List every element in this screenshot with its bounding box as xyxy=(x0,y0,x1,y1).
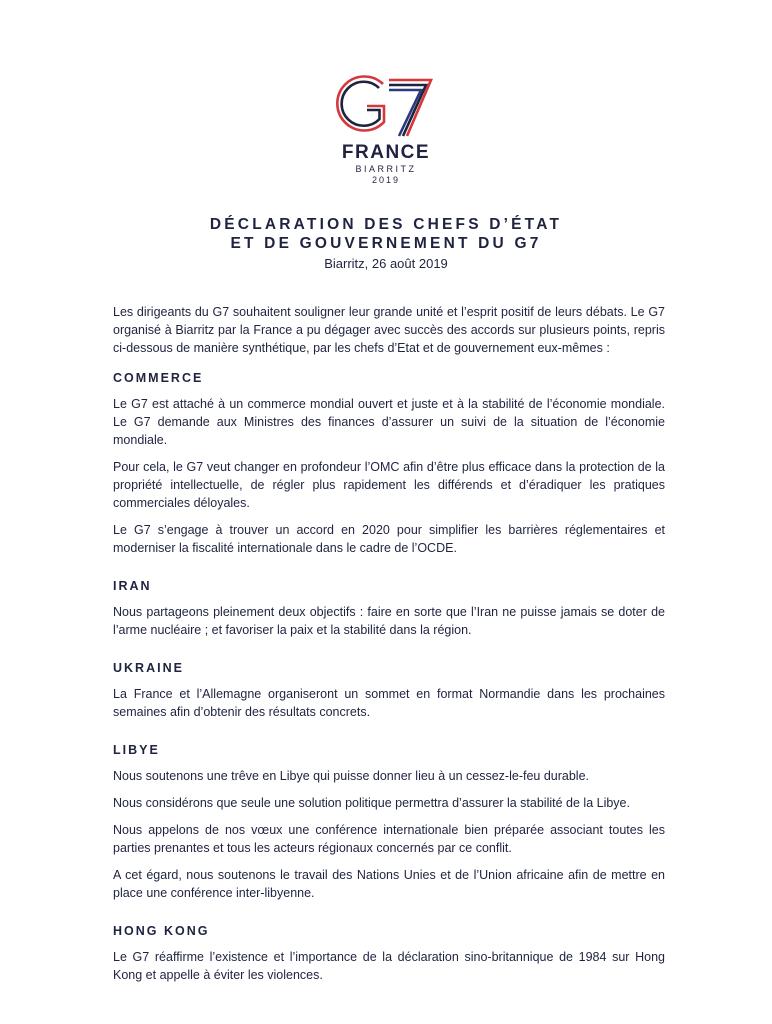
document-title-line1: DÉCLARATION DES CHEFS D’ÉTAT xyxy=(209,216,563,233)
section-heading-libye: LIBYE xyxy=(113,743,160,757)
section-paragraph: Pour cela, le G7 veut changer en profondeur l’OMC afin d’être plus efficace dans la protection de la propriété intellectuelle, de régler plus rapidement les différends et d’éradiquer les pratiques commerciales déloyales. xyxy=(113,460,665,510)
section-paragraph: A cet égard, nous soutenons le travail des Nations Unies et de l’Union africaine afin de mettre en place une conférence inter-libyenne. xyxy=(113,868,665,900)
section-heading-hong-kong: HONG KONG xyxy=(113,924,210,938)
section-paragraph: Nous appelons de nos vœux une conférence internationale bien préparée associant toutes les parties prenantes et tous les acteurs régionaux concernés par ce conflit. xyxy=(113,823,665,855)
logo-year: 2019 xyxy=(371,175,401,185)
section-heading-ukraine: UKRAINE xyxy=(113,661,184,675)
section-paragraph: Nous considérons que seule une solution politique permettra d’assurer la stabilité de la Libye. xyxy=(113,796,630,810)
section-paragraph: Le G7 s’engage à trouver un accord en 2020 pour simplifier les barrières réglementaires et moderniser la fiscalité internationale dans le cadre de l’OCDE. xyxy=(113,523,665,555)
section-heading-commerce: COMMERCE xyxy=(113,371,204,385)
section-heading-iran: IRAN xyxy=(113,579,152,593)
document-title-line2: ET DE GOUVERNEMENT DU G7 xyxy=(230,235,542,252)
section-paragraph: Le G7 est attaché à un commerce mondial ouvert et juste et à la stabilité de l’économie mondiale. Le G7 demande aux Ministres des finances d’assurer un suivi de la situation de l’économie mondiale. xyxy=(113,397,665,447)
g7-france-logo xyxy=(331,70,441,186)
intro-paragraph: Les dirigeants du G7 souhaitent souligner leur grande unité et l’esprit positif de leurs débats. Le G7 organisé à Biarritz par la France a pu dégager avec succès des accords sur plusieurs points, repris ci-dessous de manière synthétique, par les chefs d’Etat et de gouvernement eux-mêmes : xyxy=(113,305,665,355)
logo-city: BIARRITZ xyxy=(355,164,417,174)
section-paragraph: Le G7 réaffirme l’existence et l’importance de la déclaration sino-britannique de 1984 sur Hong Kong et appelle à éviter les violences. xyxy=(113,950,665,982)
section-paragraph: La France et l’Allemagne organiseront un sommet en format Normandie dans les prochaines semaines afin d’obtenir des résultats concrets. xyxy=(113,687,665,719)
document-place-date: Biarritz, 26 août 2019 xyxy=(324,256,448,271)
section-paragraph: Nous partageons pleinement deux objectifs : faire en sorte que l’Iran ne puisse jamais se doter de l’arme nucléaire ; et favoriser la paix et la stabilité dans la région. xyxy=(113,605,665,637)
document-body xyxy=(113,303,665,993)
section-paragraph: Nous soutenons une trêve en Libye qui puisse donner lieu à un cessez-le-feu durable. xyxy=(113,769,590,783)
logo-country: FRANCE xyxy=(341,142,431,163)
g7-logo-mark xyxy=(331,70,441,142)
